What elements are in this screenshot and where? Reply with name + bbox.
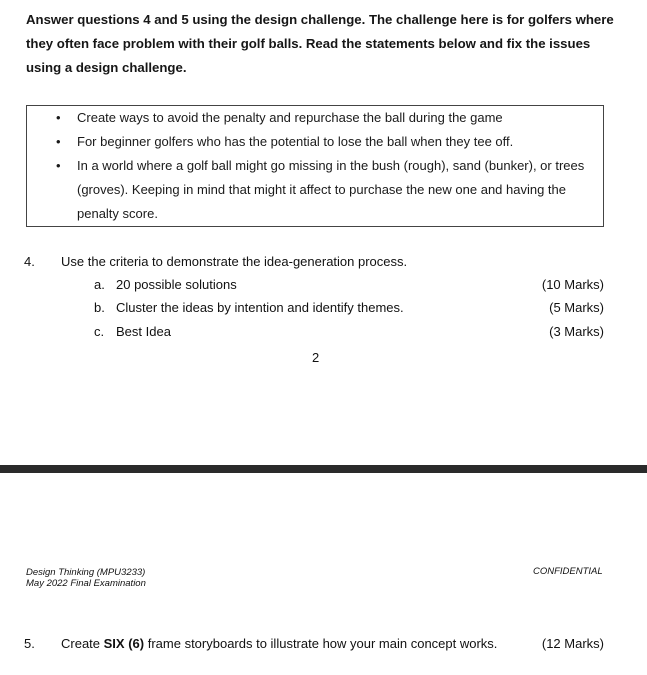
- bullet-text: For beginner golfers who has the potential to lose the ball when they tee off.: [77, 134, 514, 149]
- question-4a: [94, 277, 237, 292]
- part-text: Best Idea: [116, 324, 171, 339]
- part-letter: a.: [94, 277, 105, 292]
- list-item: [27, 154, 603, 226]
- design-challenge-box: [26, 105, 604, 227]
- question-5-number: 5.: [24, 636, 35, 651]
- question-5-text: [61, 636, 497, 651]
- part-letter: b.: [94, 300, 105, 315]
- question-4a-marks: (10 Marks): [541, 277, 604, 292]
- page-divider: [0, 465, 647, 473]
- list-item: [27, 130, 603, 154]
- bullet-icon: •: [56, 110, 61, 125]
- q5-text-bold: SIX (6): [103, 636, 145, 651]
- course-name: Design Thinking (MPU3233): [26, 567, 146, 578]
- part-letter: c.: [94, 324, 105, 339]
- q5-text-after: frame storyboards to illustrate how your main concept works.: [144, 636, 498, 651]
- bullet-text: In a world where a golf ball might go missing in the bush (rough), sand (bunker), or trees (groves). Keeping in mind that might it affect to purchase the new one and having the penalty score.: [77, 158, 585, 221]
- exam-name: May 2022 Final Examination: [26, 578, 146, 589]
- part-text: Cluster the ideas by intention and identify themes.: [116, 300, 404, 315]
- confidential-label: CONFIDENTIAL: [533, 566, 603, 577]
- part-text: 20 possible solutions: [116, 277, 237, 292]
- question-4-number: 4.: [24, 254, 35, 269]
- question-4-text: Use the criteria to demonstrate the idea-generation process.: [61, 254, 408, 269]
- question-4c-marks: (3 Marks): [549, 324, 604, 339]
- question-4c: [94, 324, 171, 339]
- instructions-paragraph: Answer questions 4 and 5 using the design challenge. The challenge here is for golfers where they often face problem with their golf balls. Read the statements below and fix the issues using a design challenge.: [26, 12, 614, 75]
- bullet-text: Create ways to avoid the penalty and repurchase the ball during the game: [77, 110, 503, 125]
- challenge-bullet-list: [27, 106, 603, 226]
- question-4b: [94, 300, 404, 315]
- footer-course-info: [26, 567, 146, 589]
- q5-text-before: Create: [61, 636, 104, 651]
- bullet-icon: •: [56, 158, 61, 173]
- page-number: 2: [312, 350, 320, 365]
- question-4b-marks: (5 Marks): [549, 300, 604, 315]
- list-item: [27, 106, 603, 130]
- question-5-marks: (12 Marks): [541, 636, 604, 651]
- bullet-icon: •: [56, 134, 61, 149]
